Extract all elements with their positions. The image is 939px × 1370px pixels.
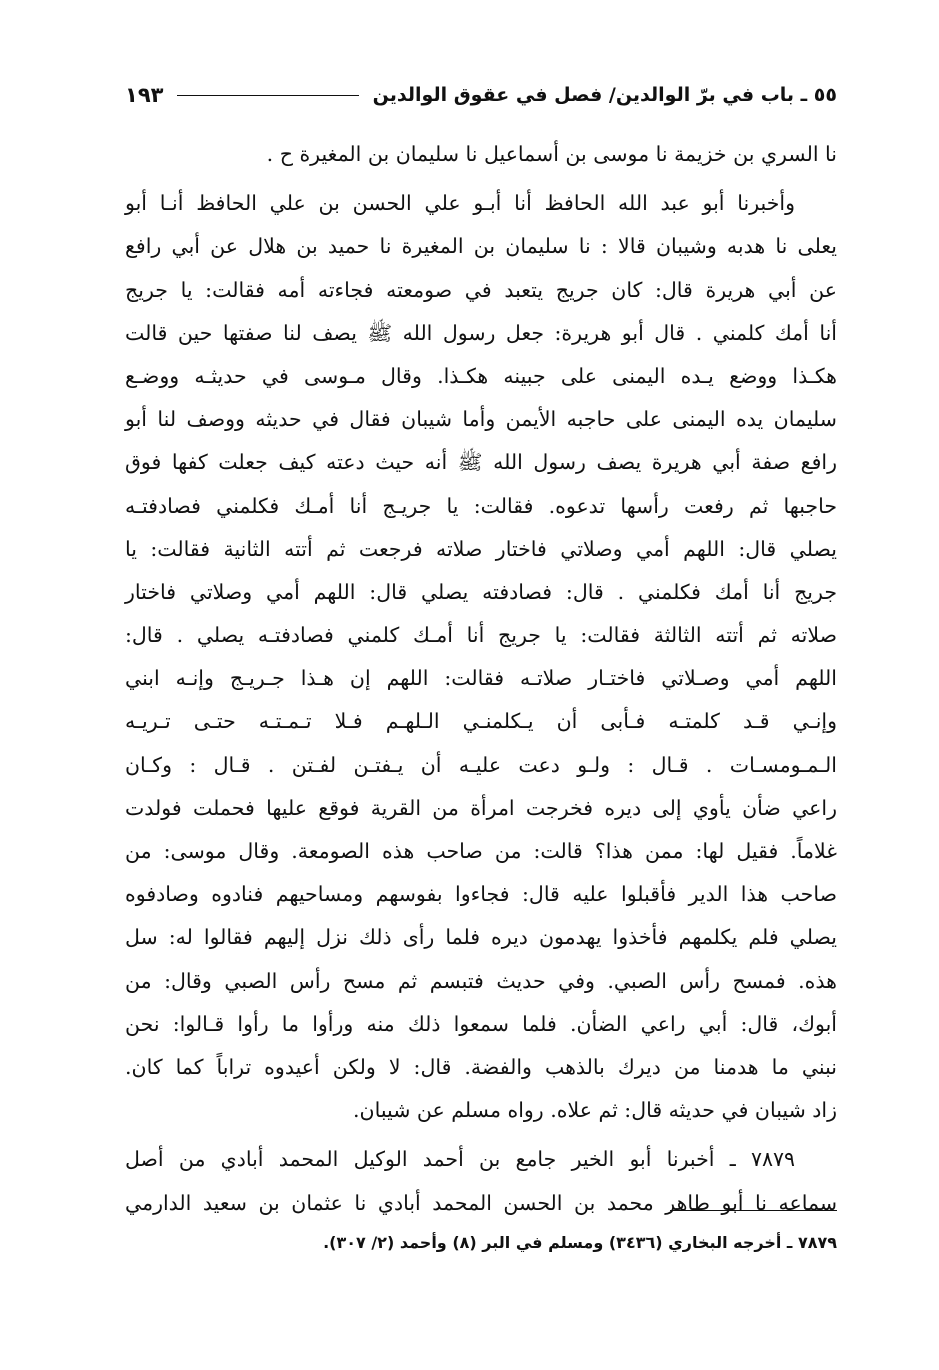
running-header — [125, 75, 837, 115]
text-line: زاد شيبان في حديثه قال: ثم علاه. رواه مسلم عن شيبان. — [353, 1098, 837, 1123]
text-line: وأخبرنا أبو عبد الله الحافظ أنا أبـو علي الحسن بن علي الحافظ أنـا أبو — [125, 191, 795, 216]
footnote: ٧٨٧٩ ـ أخرجه البخاري (٣٤٣٦) ومسلم في البر (٨) وأحمد (٢/ ٣٠٧). — [323, 1233, 837, 1252]
hadith-line: سماعه نا أبو طاهر محمد بن الحسن المحمد أبادي نا عثمان بن سعيد الدارمي — [125, 1190, 837, 1215]
header-rule — [177, 95, 358, 96]
page-number: ١٩٣ — [125, 83, 164, 107]
text-line: جريج أنا أمك فكلمني . قال: فصادفته يصلي قال: اللهم أمي وصلاتي فاختار — [125, 579, 837, 604]
chapter-title: ٥٥ ـ باب في برّ الوالدين/ فصل في عقوق الوالدين — [372, 84, 837, 106]
text-line: أنا أمك كلمني . قال أبو هريرة: جعل رسول الله ﷺ يصف لنا صفتها حين قالت — [125, 320, 837, 345]
text-line: رافع صفة أبي هريرة يصف رسول الله ﷺ أنه حيث دعته كيف جعلت كفها فوق — [125, 450, 837, 475]
text-line: اللهم أمي وصـلاتي فاختـار صلاتـه فقالت: اللهم إن هـذا جـريـج وإنـه ابني — [125, 666, 837, 691]
text-line: راعي ضأن يأوي إلى ديره فخرجت امرأة من القرية فوقع عليها فحملت فولدت — [125, 795, 837, 820]
text-line: نا السري بن خزيمة نا موسى بن أسماعيل نا سليمان بن المغيرة ح . — [266, 142, 837, 166]
main-text — [125, 133, 837, 1225]
text-line: يعلى نا هدبه وشيبان قالا : نا سليمان بن المغيرة نا حميد بن هلال عن أبي رافع — [125, 234, 837, 259]
text-line: نبني ما هدمنا من ديرك بالذهب والفضة. قال: لا ولكن أعيدوه تراباً كما كان. — [125, 1054, 837, 1079]
text-line: سليمان يده اليمنى على حاجبه الأيمن وأما شيبان فقال في حديثه ووصف لنا أبو — [125, 407, 837, 432]
text-line: صلاته ثم أتته الثالثة فقالت: يا جريج أنا أمـك كلمني فصادفتـه يصلي . قال: — [125, 623, 837, 648]
text-line: وإنـي قـد كلمتـه فـأبى أن يـكلمنـي الـلهـم فـلا تـمـتـه حتـى تـريـه — [125, 709, 837, 734]
footnote-rule — [670, 1210, 837, 1211]
hadith-line: ٧٨٧٩ ـ أخبرنا أبو الخير جامع بن أحمد الوكيل المحمد أبادي من أصل — [125, 1147, 795, 1172]
text-line: هذه. فمسح رأس الصبي. وفي حديث فتبسم ثم مسح رأس الصبي وقال: من — [125, 968, 837, 993]
text-line: غلاماً. فقيل لها: ممن هذا؟ قالت: من صاحب هذه الصومعة. وقال موسى: من — [125, 839, 837, 863]
text-line: عن أبي هريرة قال: كان جريج يتعبد في صومعته فجاءته أمه فقالت: يا جريج — [125, 277, 837, 302]
text-line: يصلي فلم يكلمهم فأخذوا يهدمون ديره فلما رأى ذلك نزل إليهم فقالوا له: سل — [125, 925, 837, 950]
text-line: حاجبها ثم رفعت رأسها تدعوه. فقالت: يا جريـج أنا أمـك فكلمني فصادفتـه — [125, 493, 837, 518]
text-line: صاحب هذا الدير فأقبلوا عليه قال: فجاءوا بفوسهم ومساحيهم فنادوه وصادفوه — [125, 882, 837, 907]
text-line: أبوك، قال: أبي راعي الضأن. فلما سمعوا ذلك منه ورأوا ما رأوا قـالوا: نحن — [125, 1011, 837, 1036]
text-line: يصلي قال: اللهم أمي وصلاتي فاختار صلاته فرجعت ثم أتته الثانية فقالت: يا — [125, 536, 837, 561]
text-line: هكـذا ووضع يـده اليمنى على جبينه هكـذا. وقال مـوسى في حديثـه ووضـع — [125, 363, 837, 388]
text-line: الـمـومسـات . قـال : ولـو دعت عليـه أن يـفتـن لفـتن . قـال : وكـان — [125, 752, 837, 777]
